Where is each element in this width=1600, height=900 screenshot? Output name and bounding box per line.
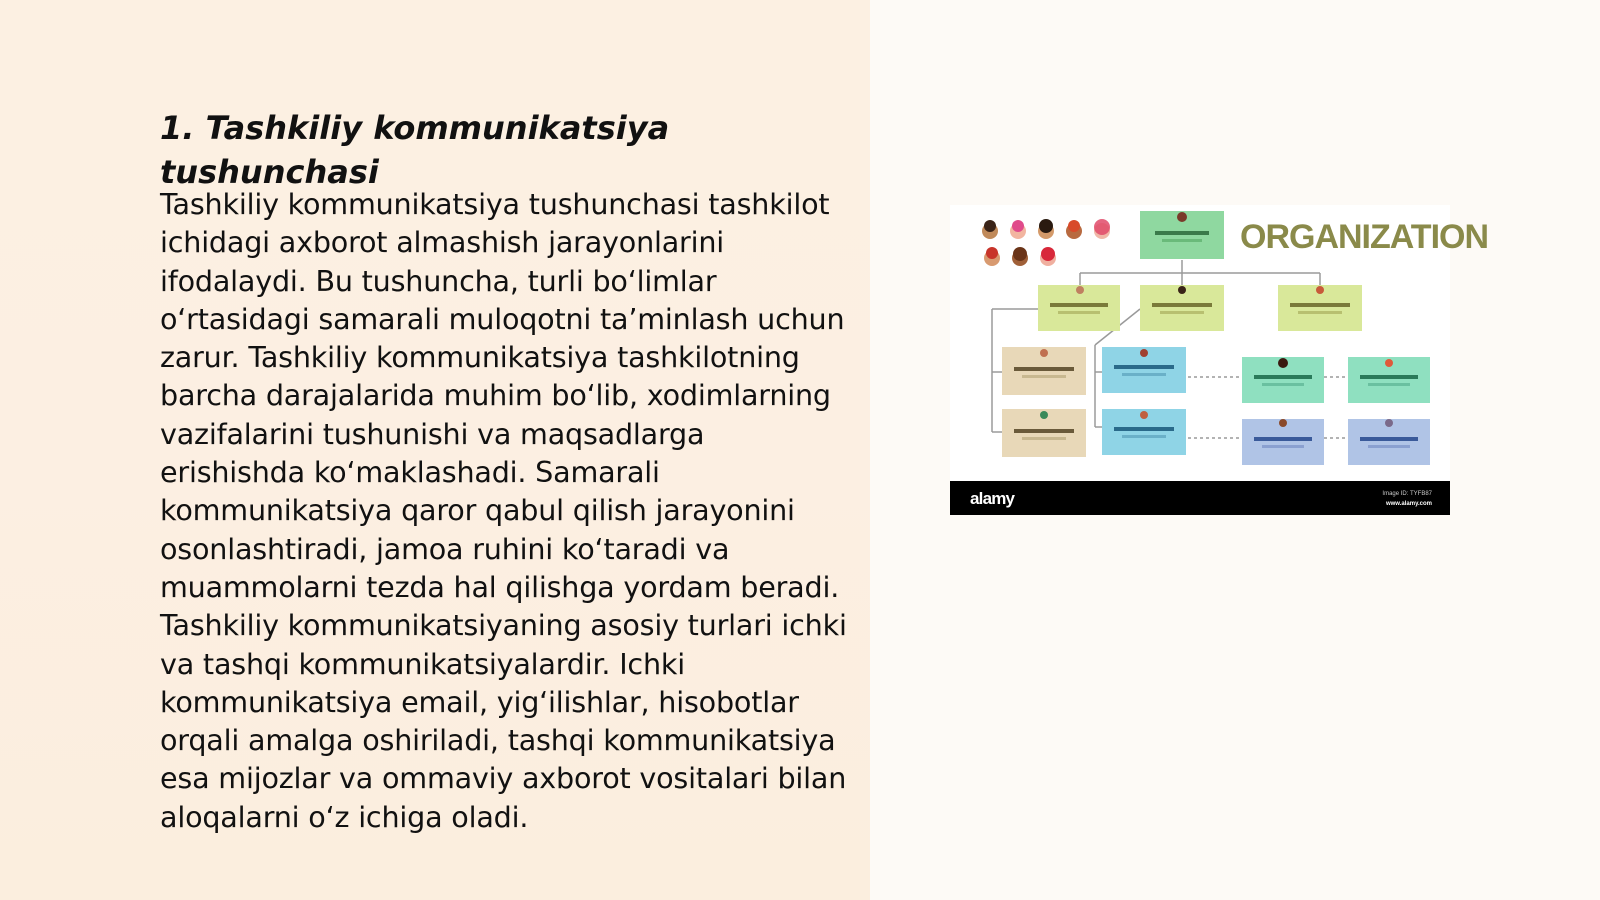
org-chart-image [950, 205, 1489, 515]
watermark-bar [950, 481, 1450, 515]
watermark-image-id: Image ID: TYFB87 [1382, 491, 1432, 497]
avatar-faces-icon [982, 219, 1110, 266]
org-chart-teal-boxes [1242, 357, 1430, 403]
org-chart-beige-boxes [1002, 347, 1086, 457]
watermark-url: www.alamy.com [1385, 501, 1432, 507]
org-chart-illustration [950, 205, 1489, 515]
org-chart-cyan-boxes [1102, 347, 1186, 455]
watermark-logo: alamy [970, 489, 1015, 508]
org-chart-heading: ORGANIZATION [1240, 218, 1489, 256]
slide-title: 1. Tashkiliy kommunikatsiya tushunchasi [160, 109, 670, 191]
org-chart-level-2 [1038, 285, 1362, 331]
org-chart-top-box [1140, 211, 1224, 259]
org-chart-blue-boxes [1242, 419, 1430, 465]
slide-body-text: Tashkiliy kommunikatsiya tushunchasi tashkilot ichidagi axborot almashish jarayonlarini ifodalaydi. Bu tushuncha, turli bo‘limlar o‘rtasidagi samarali muloqotni ta’minlash uchun zarur. Tashkiliy kommunikatsiya tashkilotning barcha darajalarida muhim bo‘lib, xodimlarning vazifalarini tushunishi va maqsadlarga erishishda ko‘maklashadi. Samarali kommunikatsiya qaror qabul qilish jarayonini osonlashtiradi, jamoa ruhini ko‘taradi va muammolarni tezda hal qilishga yordam beradi. Tashkiliy kommunikatsiyaning asosiy turlari ichki va tashqi kommunikatsiyalardir. Ichki kommunikatsiya email, yig‘ilishlar, hisobotlar orqali amalga oshiriladi, tashqi kommunikatsiya esa mijozlar va ommaviy axborot vositalari bilan aloqalarni o‘z ichiga oladi. [160, 187, 847, 834]
